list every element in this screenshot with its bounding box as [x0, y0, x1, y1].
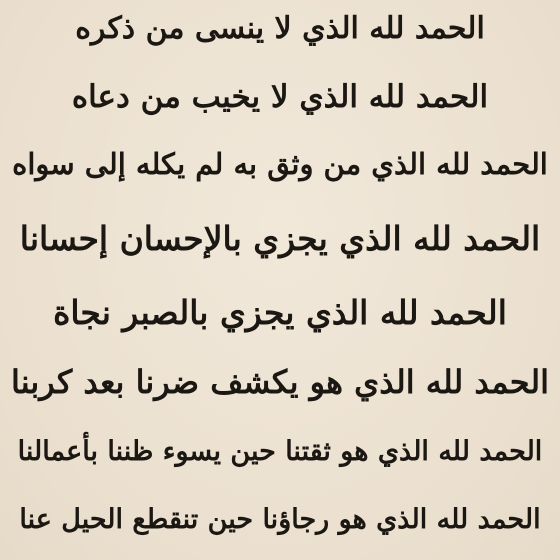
verse-line: الحمد لله الذي لا ينسى من ذكره: [75, 11, 485, 46]
verse-line: الحمد لله الذي هو ثقتنا حين يسوء ظننا بأعمالنا: [17, 436, 543, 467]
verse-line: الحمد لله الذي هو يكشف ضرنا بعد كربنا: [10, 363, 550, 401]
verse-line: الحمد لله الذي هو رجاؤنا حين تنقطع الحيل عنا: [19, 504, 541, 535]
verse-line: الحمد لله الذي يجزي بالإحسان إحسانا: [19, 219, 541, 258]
verse-line: الحمد لله الذي لا يخيب من دعاه: [71, 79, 489, 115]
verse-line: الحمد لله الذي من وثق به لم يكله إلى سواه: [12, 147, 548, 181]
verse-line: الحمد لله الذي يجزي بالصبر نجاة: [53, 293, 507, 332]
